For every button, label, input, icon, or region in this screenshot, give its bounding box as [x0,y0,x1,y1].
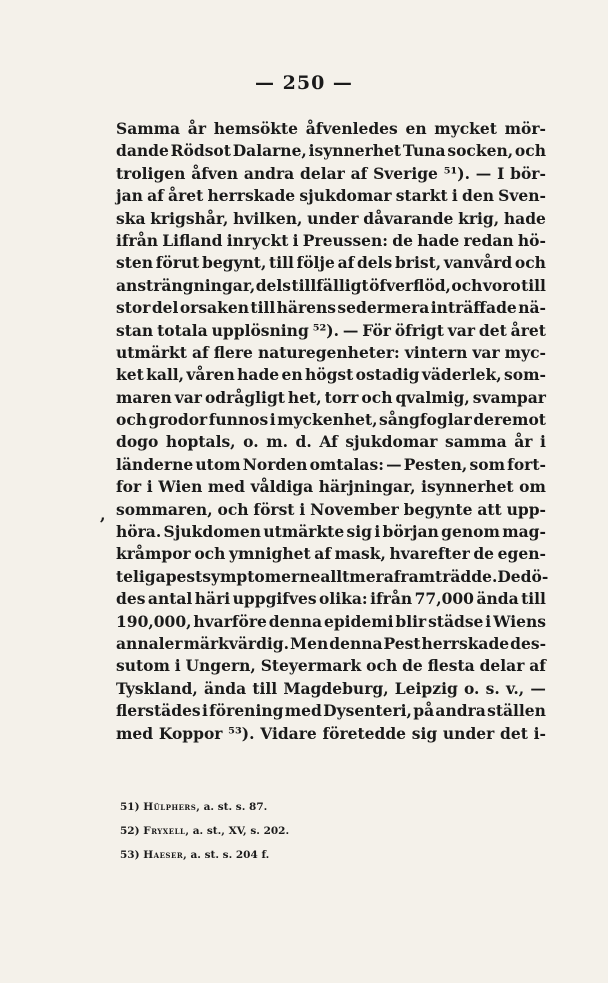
word: med [207,477,246,497]
word: denna [329,633,383,653]
word: Norden [242,454,308,474]
word: des- [510,633,546,653]
word: våldiga [250,477,314,497]
word: November [310,499,399,519]
word: dogo [116,432,159,452]
word: sångfoglar [379,410,472,430]
word: ställen [487,701,546,721]
footnote-author: Fryxell [143,825,186,837]
word: hvilken, [233,208,303,228]
word: Pesten, [403,454,468,474]
footnote-author: Hülphers [143,801,197,813]
text-line [116,342,546,364]
word: utom [195,454,241,474]
footnote-number: 52) [120,825,140,837]
word: ifrån [370,589,413,609]
word: vanvård [443,253,513,273]
word: — [386,454,402,474]
word: hade [503,208,546,228]
word: den [462,186,494,206]
word: bör- [510,163,546,183]
word: samma [445,432,507,452]
text-line [116,320,546,342]
word: öfrigt [394,320,444,340]
word: som [469,454,505,474]
word: socken, [447,141,514,161]
word: flesta [427,656,475,676]
footnote-reference: , a. st. s. 87. [196,801,268,813]
word: andra [243,163,295,183]
word: ända [203,678,247,698]
word: het, [287,387,322,407]
word: s. [485,678,500,698]
word: d. [295,432,312,452]
word: dö- [520,566,549,586]
word: var [174,387,202,407]
word: Koppor [158,723,223,743]
word: ansträngningar, [116,275,256,295]
footnotes [120,795,540,867]
word: naturegenheter: [257,342,400,362]
word: grodor [148,410,208,430]
word: nä- [518,298,546,318]
word: o. [243,432,259,452]
word: inträffade [430,298,517,318]
word: i [374,522,381,542]
word: Steyermark [260,656,362,676]
word: och [116,410,148,430]
word: delar [300,163,345,183]
word: pestsymptomerne [165,566,321,586]
word: i [540,432,546,452]
word: var [472,342,500,362]
word: upp- [506,499,546,519]
word: Preussen: [302,230,389,250]
word: inryckt [226,230,289,250]
word: ket [116,365,144,385]
text-line [116,723,546,745]
word: isynnerhet [421,477,514,497]
word: m. [266,432,288,452]
word: ⁵¹). [443,163,471,183]
text-line [116,700,546,722]
word: vintern [404,342,468,362]
word: framträdde. [393,566,498,586]
word: upplösning [211,320,309,340]
word: Pest [383,633,421,653]
text-line [116,543,546,565]
word: härens [276,298,336,318]
word: till [521,275,546,295]
word: orsaken [179,298,249,318]
word: år [187,119,206,138]
word: sten [116,253,154,273]
word: och [194,544,226,564]
word: under [442,723,495,743]
text-line [116,521,546,543]
word: antal [147,589,193,609]
word: sutom [116,656,170,676]
word: förut [155,253,200,273]
word: på [413,701,435,721]
word: och [361,387,393,407]
word: år [514,432,533,452]
word: mag- [502,522,546,542]
word: maren [116,387,172,407]
word: hoptals, [165,432,236,452]
text-line [116,185,546,207]
word: till [521,589,546,609]
word: begynt, [201,253,267,273]
word: hade [417,230,460,250]
word: mycket [434,119,497,138]
word: följe [296,253,335,273]
word: mask, [334,544,386,564]
word: öfverflöd, [369,275,451,295]
word: en [405,119,427,138]
word: förening [209,701,284,721]
word: åfvenledes [305,119,398,138]
word: — [342,320,359,340]
word: dels [255,275,292,295]
word: o. [463,678,480,698]
word: brist, [394,253,442,273]
word: af [350,163,368,183]
word: ymnighet [228,544,311,564]
word: Wiens [493,611,546,631]
word: stan [116,320,154,340]
word: i [146,477,153,497]
word: — [530,678,546,698]
word: Dysenteri, [323,701,412,721]
word: var [447,320,476,340]
word: funnos [208,410,269,430]
word: härjningar, [318,477,416,497]
word: 190,000, [116,611,192,631]
word: genom [441,522,500,542]
text-line [116,499,546,521]
word: krigshår, [150,208,229,228]
word: epidemi [323,611,394,631]
text-line [116,476,546,498]
word: dåvarande [363,208,454,228]
word: i [299,499,306,519]
word: for [116,477,142,497]
word: qvalmig, [395,387,470,407]
footnote-separator [116,775,546,776]
word: häri [194,589,231,609]
word: året [168,186,204,206]
text-line [116,297,546,319]
word: jan [116,186,143,206]
word: Sverige [373,163,438,183]
word: tillfälligt [291,275,369,295]
word: året [510,320,546,340]
word: krig, [458,208,500,228]
text-line [116,655,546,677]
word: hemsökte [213,119,299,138]
text-line [116,230,546,252]
word: fort- [507,454,546,474]
footnote [120,843,540,867]
word: länderne [116,454,194,474]
word: af [147,186,164,206]
word: troligen [116,163,186,183]
word: starkt [395,186,448,206]
word: blir [395,611,427,631]
word: myc- [504,342,546,362]
word: af [191,342,209,362]
word: i [201,701,208,721]
word: myckenhet, [277,410,378,430]
word: af [529,656,546,676]
word: flere [213,342,253,362]
word: deremot [473,410,546,430]
word: våren [186,365,235,385]
word: till [252,678,278,698]
body-text [116,118,549,745]
word: andra [435,701,486,721]
margin-mark: , [100,505,106,524]
word: om [519,477,546,497]
word: och [217,499,249,519]
footnote-author: Haeser [143,849,184,861]
text-line [116,431,546,453]
word: höra. [116,522,162,542]
word: en [281,365,303,385]
word: Ungern, [185,656,256,676]
word: Tyskland, [116,678,198,698]
word: märkvärdig. [183,633,290,653]
word: mör- [504,119,546,138]
word: med [284,701,322,721]
word: och [514,253,546,273]
word: ⁵²). [312,320,339,340]
word: företedde [322,723,407,743]
word: dande [116,141,169,161]
word: det [500,723,528,743]
word: sjukdomar [345,432,438,452]
word: först [253,499,295,519]
word: Leipzig [394,678,458,698]
word: egen- [497,544,546,564]
word: ända [476,589,519,609]
word: omtalas: [309,454,384,474]
text-line [116,678,546,700]
word: ostadig [355,365,420,385]
word: olika: [319,589,368,609]
word: i [174,656,181,676]
word: de [402,656,423,676]
word: utmärkte [263,522,345,542]
word: stor [116,298,151,318]
word: Lifland [162,230,223,250]
word: redan [463,230,514,250]
word: Sjukdomen [163,522,262,542]
word: För [362,320,391,340]
word: svampar [472,387,546,407]
text-line [116,163,546,185]
footnote-reference: , a. st. s. 204 f. [183,849,270,861]
text-line [116,409,546,431]
word: de [473,544,495,564]
text-line [116,275,546,297]
word: I [497,163,505,183]
word: sommaren, [116,499,213,519]
word: flerstädes [116,701,201,721]
word: — [475,163,492,183]
word: ⁵³). [228,723,255,743]
word: hade [237,365,280,385]
footnote [120,795,540,819]
word: begynte [403,499,473,519]
word: delar [479,656,525,676]
word: del [151,298,179,318]
footnote-reference: , a. st., XV, s. 202. [185,825,290,837]
word: voro [482,275,521,295]
word: af [337,253,355,273]
word: det [478,320,507,340]
word: Rödsot [170,141,231,161]
word: herrskade [207,186,296,206]
word: Wien [158,477,203,497]
word: i [485,611,492,631]
word: början [382,522,439,542]
text-line [116,118,546,140]
word: de [392,230,413,250]
word: kall, [146,365,185,385]
word: hö- [517,230,546,250]
word: Sven- [498,186,546,206]
word: åfven [191,163,239,183]
word: Magdeburg, [283,678,389,698]
word: att [477,499,502,519]
word: uppgifves [232,589,317,609]
word: alltmera [320,566,394,586]
text-line [116,566,549,588]
text-line [116,208,546,230]
word: odrågligt [204,387,285,407]
word: under [307,208,359,228]
word: väderlek, [421,365,502,385]
word: v., [505,678,525,698]
word: sjukdomar [299,186,392,206]
word: sig [346,522,372,542]
word: och [514,141,546,161]
word: af [314,544,331,564]
word: teliga [116,566,166,586]
word: torr [324,387,359,407]
word: hvarefter [389,544,470,564]
word: herrskade [421,633,510,653]
text-line [116,387,546,409]
text-line [116,140,546,162]
word: Samma [116,119,181,138]
word: ska [116,208,146,228]
word: annaler [116,633,183,653]
word: i- [533,723,546,743]
word: till [250,298,276,318]
word: städse [428,611,484,631]
word: högst [304,365,354,385]
word: ifrån [116,230,159,250]
word: Dalarne, [232,141,307,161]
word: dels [356,253,393,273]
text-line [116,611,546,633]
word: 77,000 [414,589,474,609]
text-line [116,252,546,274]
word: i [269,410,276,430]
text-line [116,454,546,476]
text-line [116,588,546,610]
word: des [116,589,146,609]
word: och [451,275,483,295]
text-line [116,633,546,655]
word: sig [411,723,438,743]
word: som- [504,365,546,385]
text-line [116,364,546,386]
word: och [366,656,398,676]
footnote-number: 53) [120,849,140,861]
word: Af [319,432,338,452]
word: denna [268,611,323,631]
word: isynnerhet [308,141,402,161]
word: Vidare [260,723,317,743]
word: De [497,566,521,586]
word: med [116,723,154,743]
word: Men [290,633,329,653]
word: kråmpor [116,544,191,564]
page-number: — 250 — [255,72,353,94]
word: totala [157,320,208,340]
word: utmärkt [116,342,187,362]
footnote [120,819,540,843]
word: i [292,230,299,250]
word: Tuna [402,141,446,161]
footnote-number: 51) [120,801,140,813]
word: hvarföre [193,611,267,631]
word: till [269,253,294,273]
word: sedermera [337,298,430,318]
word: i [451,186,458,206]
